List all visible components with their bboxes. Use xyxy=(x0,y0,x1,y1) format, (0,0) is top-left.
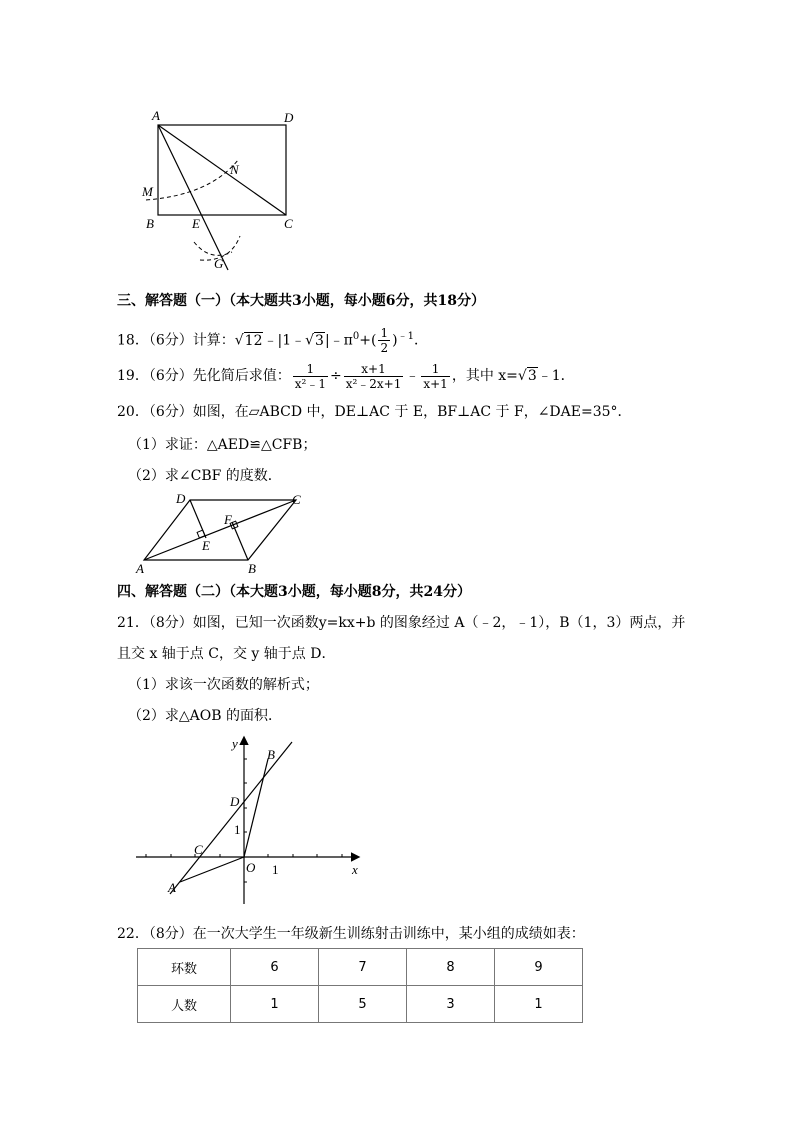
label-b: B xyxy=(267,747,275,762)
figure-q20 xyxy=(132,488,312,578)
q19-f2-den: x²﹣2x+1 xyxy=(345,376,402,391)
q19-label: 19．（6分）先化简后求值： xyxy=(117,368,291,384)
table-cell: 人数 xyxy=(138,986,231,1023)
arc-mn xyxy=(146,160,238,200)
label-b: B xyxy=(146,216,154,231)
q19-fraction-3 xyxy=(421,362,449,391)
q18-part-4: +( xyxy=(359,332,377,349)
label-c: C xyxy=(284,216,293,231)
label-y: y xyxy=(232,736,238,751)
label-o: O xyxy=(246,860,256,875)
q18-part-5: ) xyxy=(392,332,398,349)
q19-f3-num: 1 xyxy=(421,362,449,377)
table-cell: 7 xyxy=(319,949,407,986)
table-cell: 环数 xyxy=(138,949,231,986)
diagonal-ac xyxy=(158,125,286,215)
score-table xyxy=(137,948,583,1023)
q18-radicand-2: 3 xyxy=(315,332,324,349)
label-g: G xyxy=(214,256,224,271)
q19-tail-2: ﹣1． xyxy=(537,368,575,384)
label-m: M xyxy=(142,184,153,199)
q18-radicand-1: 12 xyxy=(244,332,263,349)
q19-f1-den: x²﹣1 xyxy=(294,376,326,391)
q18-fraction-den: 2 xyxy=(380,341,389,355)
question-21-line-1: 21．（8分）如图，已知一次函数y=kx+b 的图象经过 A（﹣2，﹣1），B（1，3）两点，并 xyxy=(117,615,686,631)
q18-fraction xyxy=(378,326,390,355)
label-d: D xyxy=(284,110,294,125)
question-21-part-2: （2）求△AOB 的面积． xyxy=(128,708,282,724)
label-b: B xyxy=(248,561,256,576)
label-one-y: 1 xyxy=(234,822,241,837)
label-n: N xyxy=(230,162,239,177)
arc-g-left xyxy=(194,242,232,255)
figure-q17 xyxy=(130,100,300,280)
question-18: 18．（6分）计算：$√12﹣|1﹣√3|﹣\pi^0+$( $\frac{1}{2}$ )$^{﹣1}$． xyxy=(117,326,428,355)
question-20: 20．（6分）如图，在▱ABCD 中，DE⊥AC 于 E，BF⊥AC 于 F，∠DAE=35°． xyxy=(117,404,632,420)
table-cell: 8 xyxy=(407,949,495,986)
label-c: C xyxy=(194,842,203,857)
q18-end: ． xyxy=(413,332,428,349)
question-20-part-2: （2）求∠CBF 的度数． xyxy=(128,468,282,484)
table-cell: 1 xyxy=(495,986,583,1023)
q18-fraction-num: 1 xyxy=(380,326,389,340)
q19-radicand: 3 xyxy=(527,368,537,384)
q18-part-3: |﹣π xyxy=(324,332,353,349)
label-a: A xyxy=(136,561,144,576)
label-f: F xyxy=(224,512,232,527)
q18-part-1: ﹣| xyxy=(263,332,283,349)
figure-q21 xyxy=(130,732,370,912)
question-21-part-1: （1）求该一次函数的解析式； xyxy=(128,677,319,693)
q19-f3-den: x+1 xyxy=(423,376,448,391)
label-e: E xyxy=(202,538,210,553)
q19-f2-num: x+1 xyxy=(344,362,404,377)
label-x: x xyxy=(352,862,358,877)
label-a: A xyxy=(168,880,176,895)
q19-fraction-2 xyxy=(344,362,404,391)
question-20-part-1: （1）求证：△AED≌△CFB； xyxy=(128,437,317,453)
q18-label: 18．（6分）计算： xyxy=(117,332,235,349)
q18-exponent-neg1: ﹣1 xyxy=(397,330,414,342)
q19-tail: ，其中 x= xyxy=(451,368,518,384)
label-c: C xyxy=(292,492,301,507)
table-row xyxy=(138,986,583,1023)
label-one-x: 1 xyxy=(272,862,279,877)
table-cell: 6 xyxy=(231,949,319,986)
table-cell: 3 xyxy=(407,986,495,1023)
label-d: D xyxy=(230,794,240,809)
segment-ob xyxy=(244,759,268,857)
question-22: 22．（8分）在一次大学生一年级新生训练射击训练中，某小组的成绩如表： xyxy=(117,926,585,942)
q19-fraction-1 xyxy=(293,362,328,391)
table-row xyxy=(138,949,583,986)
label-d: D xyxy=(176,491,186,506)
table-cell: 9 xyxy=(495,949,583,986)
q18-exponent-0: 0 xyxy=(352,330,360,342)
q19-f1-num: 1 xyxy=(293,362,328,377)
section-4-title: 四、解答题（二）（本大题3小题，每小题8分，共24分） xyxy=(117,584,471,600)
question-21-line-2: 且交 x 轴于点 C，交 y 轴于点 D． xyxy=(117,646,336,662)
question-19: 19．（6分）先化简后求值： $\frac{1}{\text{x²﹣1}}$ ÷ $\frac{x+1}{\text{x²﹣2x+1}}$ ﹣ $\frac{1}{x+1}$ ，其中 x=√3﹣1． xyxy=(117,361,575,391)
label-a: A xyxy=(152,108,160,123)
label-e: E xyxy=(192,216,200,231)
q19-div: ÷ xyxy=(329,368,342,384)
table-cell: 5 xyxy=(319,986,407,1023)
section-3-title: 三、解答题（一）（本大题共3小题，每小题6分，共18分） xyxy=(117,293,485,309)
q19-minus: ﹣ xyxy=(405,368,420,384)
table-cell: 1 xyxy=(231,986,319,1023)
q18-part-2: 1﹣ xyxy=(282,332,306,349)
